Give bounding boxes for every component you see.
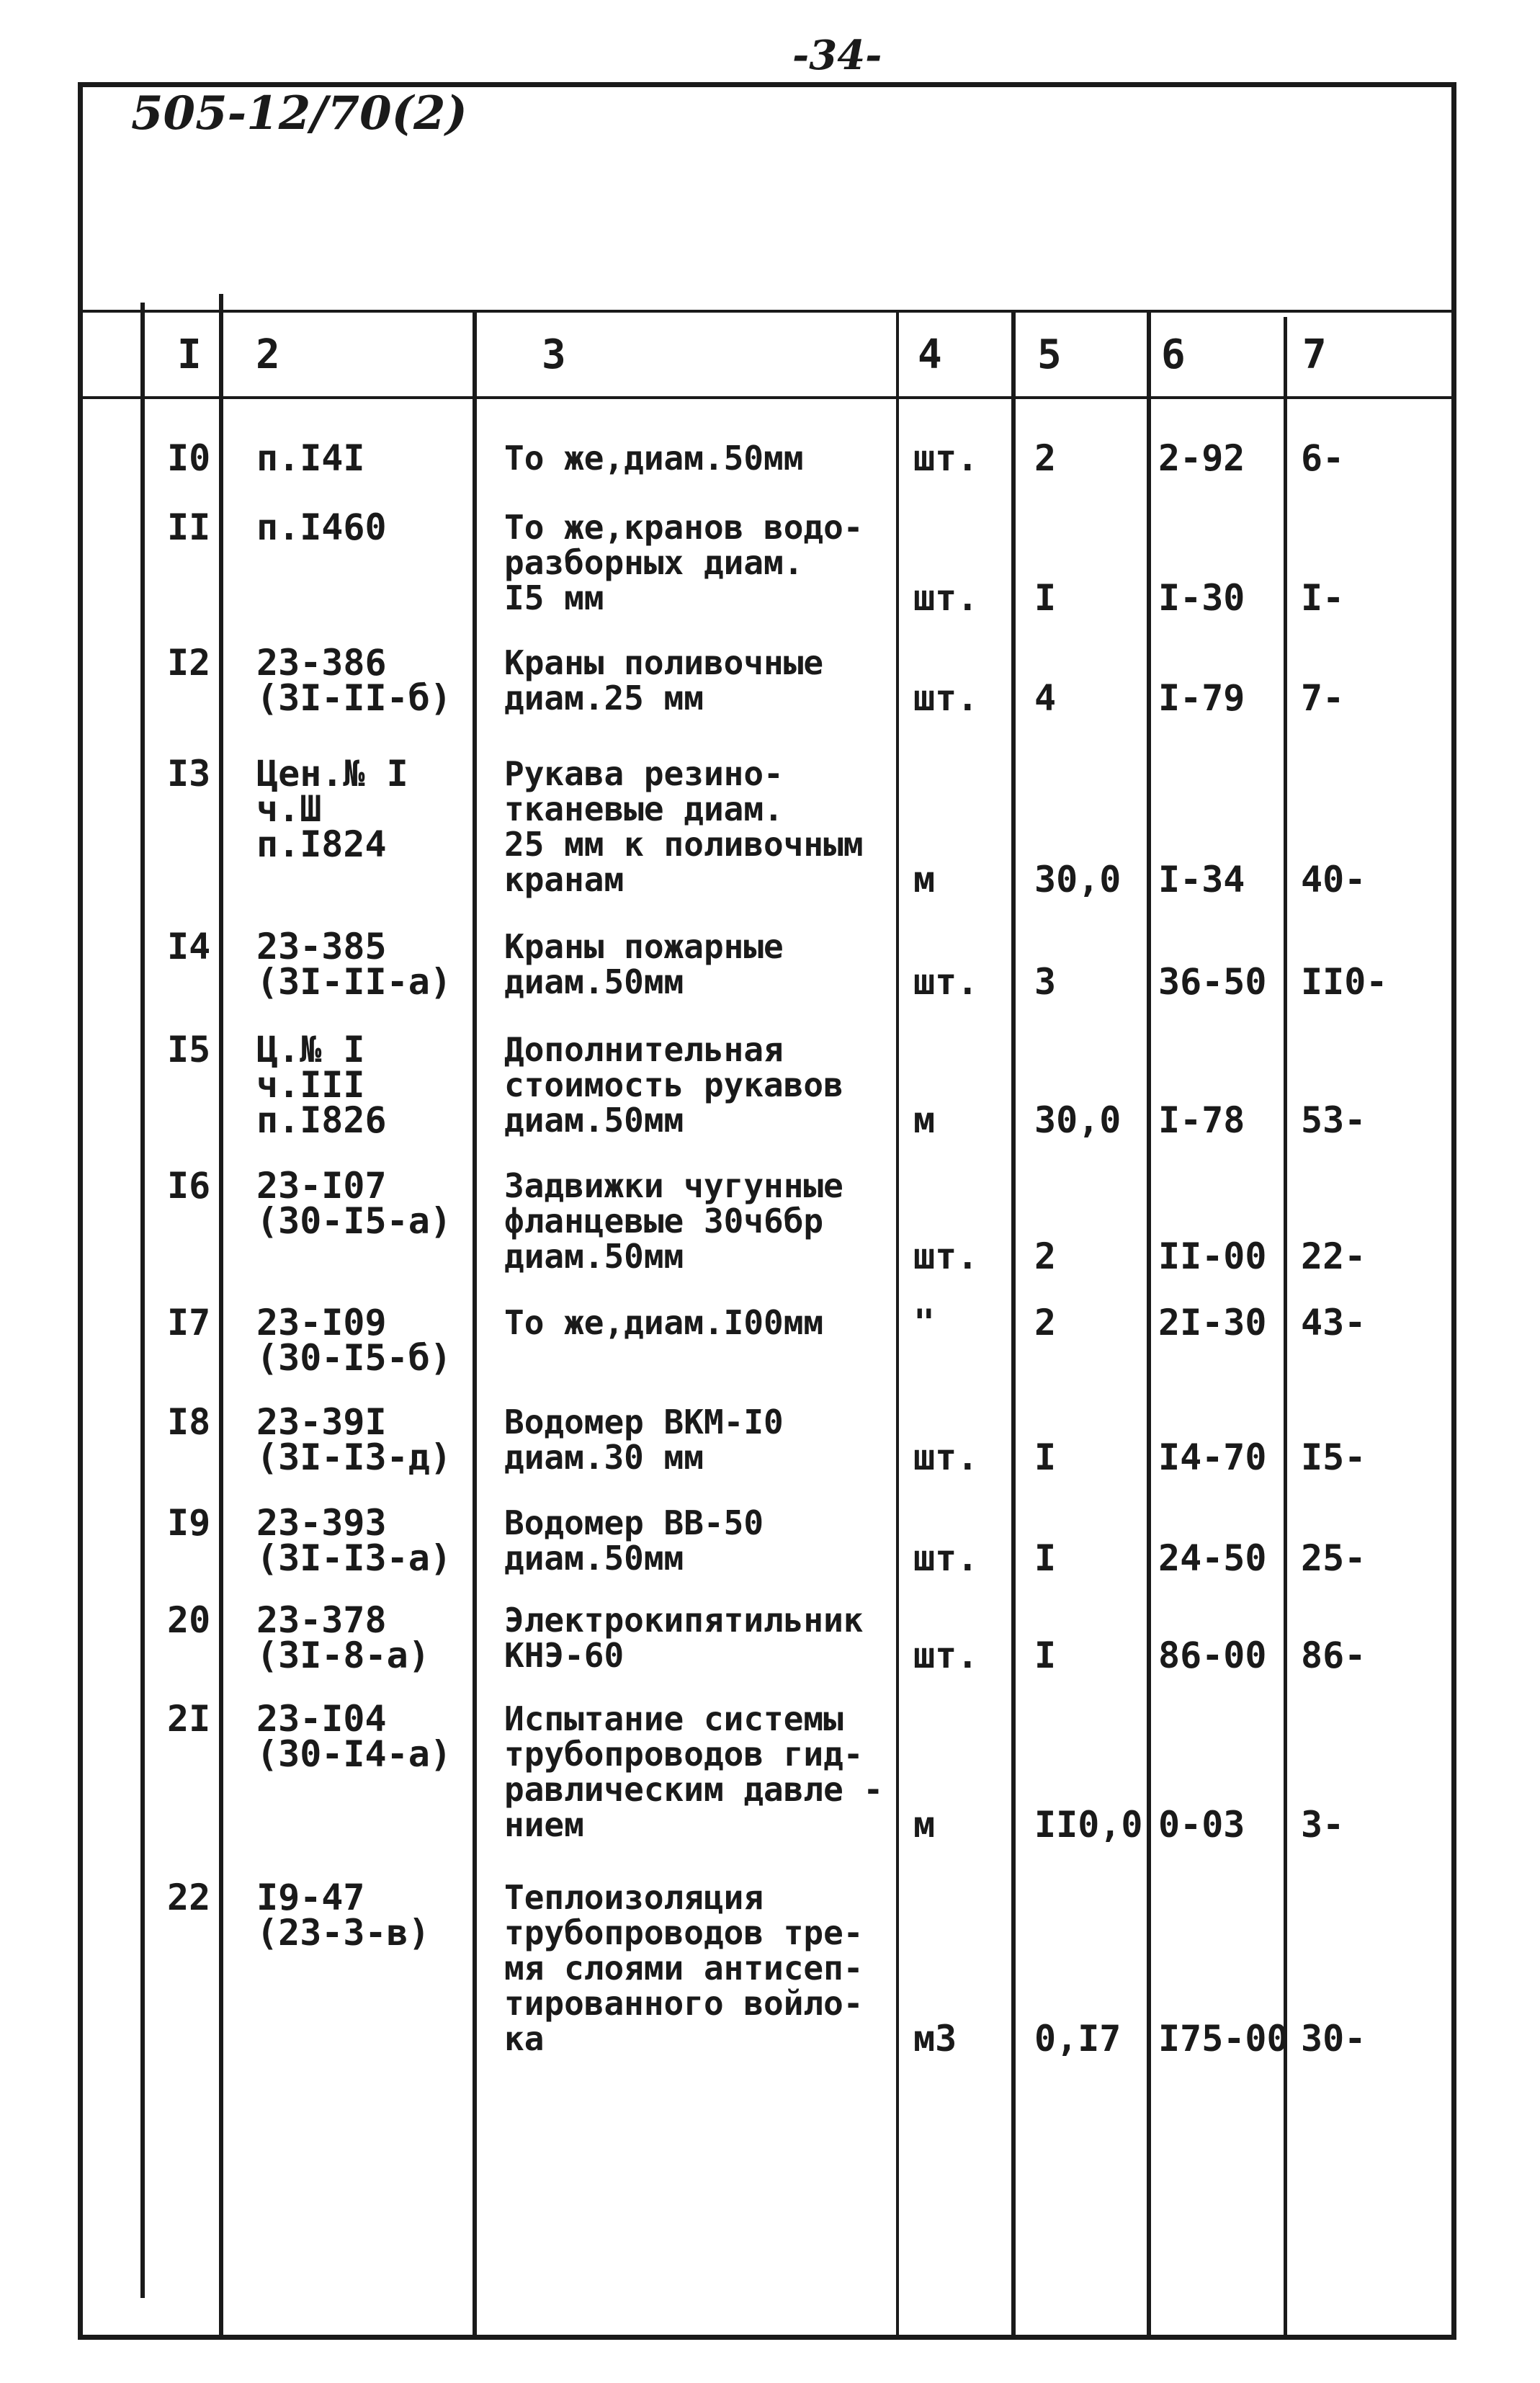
row-quantity: 2 <box>1034 1235 1057 1277</box>
row-description: Водомер ВКМ-I0 диам.30 мм <box>504 1403 784 1477</box>
row-code: 23-386 (3I-II-б) <box>256 642 452 719</box>
row-code: I9-47 (23-3-в) <box>256 1877 430 1954</box>
row-description: То же,кранов водо- разборных диам. I5 мм <box>504 508 864 617</box>
row-price: I75-00 <box>1158 2018 1289 2060</box>
row-code: Ц.№ I ч.III п.I826 <box>256 1029 387 1141</box>
row-unit: шт. <box>913 677 979 719</box>
row-quantity: 0,I7 <box>1034 2018 1122 2060</box>
column-header: 6 <box>1161 331 1186 378</box>
row-description: Рукава резино- тканевые диам. 25 мм к поливочным кранам <box>504 754 864 899</box>
row-total: 3- <box>1301 1804 1345 1846</box>
row-total: II0- <box>1301 961 1388 1003</box>
row-code: 23-I04 (30-I4-а) <box>256 1698 452 1775</box>
document-number: 505-12/70(2) <box>131 86 467 140</box>
row-price: 2I-30 <box>1158 1302 1267 1343</box>
column-header: 4 <box>918 331 942 378</box>
row-price: 86-00 <box>1158 1635 1267 1676</box>
row-code: 23-I07 (30-I5-а) <box>256 1165 452 1242</box>
row-quantity: 4 <box>1034 677 1057 719</box>
row-number: 20 <box>167 1599 211 1641</box>
row-number: I6 <box>167 1165 211 1207</box>
row-price: 2-92 <box>1158 437 1245 479</box>
row-number: I3 <box>167 753 211 795</box>
row-quantity: 3 <box>1034 961 1057 1003</box>
row-number: I2 <box>167 642 211 684</box>
column-header: 5 <box>1037 331 1062 378</box>
row-quantity: 30,0 <box>1034 859 1122 900</box>
row-unit: шт. <box>913 961 979 1003</box>
row-number: I8 <box>167 1401 211 1443</box>
row-description: Дополнительная стоимость рукавов диам.50мм <box>504 1030 843 1140</box>
row-price: I4-70 <box>1158 1436 1267 1478</box>
row-quantity: 2 <box>1034 437 1057 479</box>
row-description: Краны поливочные диам.25 мм <box>504 643 824 717</box>
row-description: Задвижки чугунные фланцевые 30ч6бр диам.50мм <box>504 1166 843 1276</box>
row-unit: шт. <box>913 1635 979 1676</box>
row-total: I- <box>1301 577 1345 619</box>
column-header: I <box>177 331 202 378</box>
row-code: 23-393 (3I-I3-а) <box>256 1502 452 1579</box>
row-total: 22- <box>1301 1235 1366 1277</box>
column-rule <box>896 310 899 2340</box>
row-total: 43- <box>1301 1302 1366 1343</box>
row-unit: м <box>913 859 936 900</box>
row-number: I7 <box>167 1302 211 1343</box>
row-quantity: II0,0 <box>1034 1804 1143 1846</box>
column-rule <box>219 294 223 2340</box>
column-rule <box>473 310 477 2340</box>
row-code: п.I460 <box>256 506 387 548</box>
row-unit: м <box>913 1099 936 1141</box>
row-unit: шт. <box>913 577 979 619</box>
row-code: п.I4I <box>256 437 365 479</box>
row-price: I-78 <box>1158 1099 1245 1141</box>
column-header: 2 <box>256 331 280 378</box>
row-total: 86- <box>1301 1635 1366 1676</box>
row-number: I4 <box>167 926 211 967</box>
page-number: -34- <box>792 32 882 79</box>
row-quantity: I <box>1034 577 1057 619</box>
row-total: 53- <box>1301 1099 1366 1141</box>
row-code: 23-39I (3I-I3-д) <box>256 1401 452 1478</box>
row-quantity: I <box>1034 1537 1057 1579</box>
row-description: Испытание системы трубопроводов гид- равлическим давле - нием <box>504 1699 884 1844</box>
row-unit: м3 <box>913 2018 957 2060</box>
row-total: I5- <box>1301 1436 1366 1478</box>
header-bottom-rule <box>83 396 1451 399</box>
row-number: 22 <box>167 1877 211 1918</box>
row-total: 30- <box>1301 2018 1366 2060</box>
row-description: Краны пожарные диам.50мм <box>504 927 784 1001</box>
row-code: 23-I09 (30-I5-б) <box>256 1302 452 1379</box>
row-code: 23-378 (3I-8-а) <box>256 1599 430 1676</box>
row-price: I-34 <box>1158 859 1245 900</box>
row-code: 23-385 (3I-II-а) <box>256 926 452 1003</box>
row-total: 6- <box>1301 437 1345 479</box>
row-unit: " <box>913 1302 936 1343</box>
row-description: Электрокипятильник КНЭ-60 <box>504 1601 864 1675</box>
row-description: Теплоизоляция трубопроводов тре- мя слоями антисеп- тированного войло- ка <box>504 1878 864 2058</box>
row-unit: шт. <box>913 437 979 479</box>
row-quantity: 2 <box>1034 1302 1057 1343</box>
row-total: 7- <box>1301 677 1345 719</box>
row-price: II-00 <box>1158 1235 1267 1277</box>
row-unit: шт. <box>913 1235 979 1277</box>
row-description: То же,диам.I00мм <box>504 1303 824 1342</box>
row-quantity: I <box>1034 1436 1057 1478</box>
row-price: 0-03 <box>1158 1804 1245 1846</box>
row-quantity: 30,0 <box>1034 1099 1122 1141</box>
row-number: I9 <box>167 1502 211 1544</box>
column-rule <box>1147 310 1151 2340</box>
row-price: I-30 <box>1158 577 1245 619</box>
row-number: 2I <box>167 1698 211 1740</box>
row-unit: м <box>913 1804 936 1846</box>
row-number: I0 <box>167 437 211 479</box>
row-total: 40- <box>1301 859 1366 900</box>
row-number: I5 <box>167 1029 211 1070</box>
table-top-rule <box>83 310 1451 313</box>
column-header: 7 <box>1302 331 1327 378</box>
row-price: 24-50 <box>1158 1537 1267 1579</box>
row-price: I-79 <box>1158 677 1245 719</box>
column-rule <box>1011 310 1016 2340</box>
row-total: 25- <box>1301 1537 1366 1579</box>
row-price: 36-50 <box>1158 961 1267 1003</box>
column-header: 3 <box>542 331 566 378</box>
column-rule <box>140 303 145 2298</box>
row-quantity: I <box>1034 1635 1057 1676</box>
row-description: Водомер ВВ-50 диам.50мм <box>504 1503 764 1578</box>
row-description: То же,диам.50мм <box>504 439 804 478</box>
row-unit: шт. <box>913 1436 979 1478</box>
row-number: II <box>167 506 211 548</box>
row-unit: шт. <box>913 1537 979 1579</box>
row-code: Цен.№ I ч.Ш п.I824 <box>256 753 408 865</box>
